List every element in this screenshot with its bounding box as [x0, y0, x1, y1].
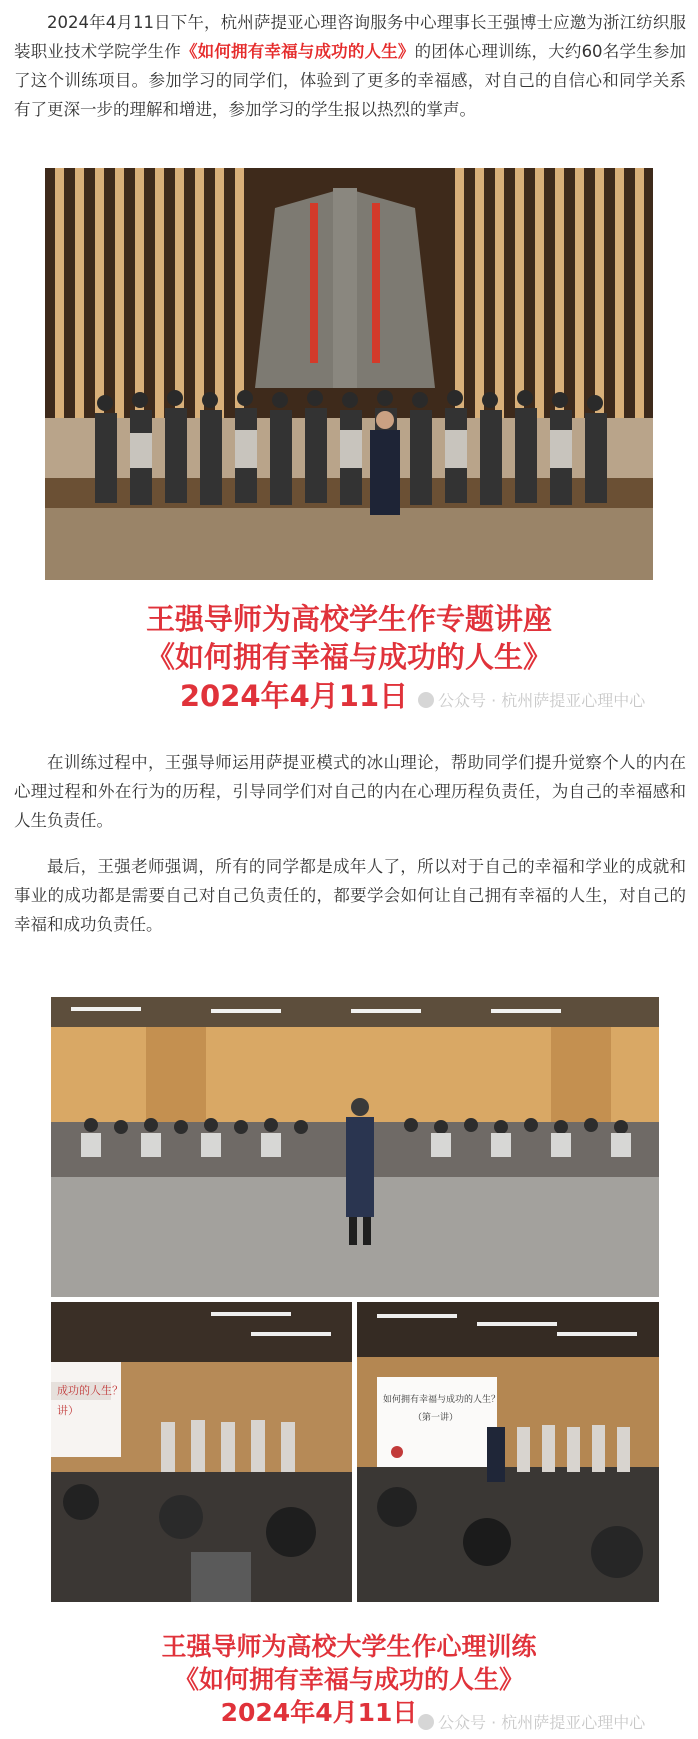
banner1-watermark — [418, 688, 645, 711]
slide-title: 如何拥有幸福与成功的人生？ — [383, 1395, 501, 1405]
lecture-hall-photo — [51, 997, 659, 1297]
banner2-line3: 2024年4月11日 — [220, 1698, 418, 1727]
wechat-logo-icon — [418, 692, 434, 708]
paragraph-conclusion: 最后，王强老师强调，所有的同学都是成年人了，所以对于自己的幸福和学业的成就和事业的成功都是需要自己对自己负责任的，都要学会如何让自己拥有幸福的人生，对自己的幸福和成功负责任。 — [14, 857, 686, 934]
intro-title-highlight: 《如何拥有幸福与成功的人生》 — [180, 42, 415, 61]
workshop-photo-right — [357, 1302, 659, 1602]
workshop-left-image — [51, 1302, 352, 1602]
intro-text-after: 的团体心理训练，大约60名学生参加了这个训练项目。参加学习的同学们，体验到了更多的幸福感，对自己的自信心和同学关系有了更深一步的理解和增进，参加学习的学生报以热烈的掌声。 — [14, 42, 687, 119]
lecture-hall-image — [51, 997, 659, 1297]
intro-paragraph — [14, 8, 686, 124]
banner1-line2: 《如何拥有幸福与成功的人生》 — [145, 640, 552, 674]
group-photo-image — [45, 168, 653, 580]
wechat-logo-icon — [418, 1714, 434, 1730]
slide-partial-sub: 讲） — [57, 1404, 79, 1417]
banner2-line1: 王强导师为高校大学生作心理训练 — [161, 1632, 537, 1661]
slide-partial-title: 成功的人生？ — [57, 1384, 123, 1397]
banner1-line3: 2024年4月11日 — [179, 679, 409, 713]
workshop-right-image — [357, 1302, 659, 1602]
banner2-line2: 《如何拥有幸福与成功的人生》 — [173, 1665, 524, 1694]
intro-text-before: 2024年4月11日下午，杭州萨提亚心理咨询服务中心理事长王强博士应邀为浙江纺织服装职业技术学院学生作 — [14, 13, 686, 61]
paragraph-training: 在训练过程中，王强导师运用萨提亚模式的冰山理论，帮助同学们提升觉察个人的内在心理过程和外在行为的历程，引导同学们对自己的内在心理历程负责任，为自己的幸福感和人生负责任。 — [14, 753, 686, 830]
workshop-photo-left — [51, 1302, 352, 1602]
banner2-watermark — [418, 1710, 645, 1733]
banner1-watermark-text: 公众号 · 杭州萨提亚心理中心 — [438, 691, 646, 710]
banner1-line1: 王强导师为高校学生作专题讲座 — [145, 602, 552, 636]
banner2-watermark-text: 公众号 · 杭州萨提亚心理中心 — [438, 1713, 646, 1732]
slide-subtitle: （第一讲） — [413, 1413, 459, 1423]
group-photo — [45, 168, 653, 580]
